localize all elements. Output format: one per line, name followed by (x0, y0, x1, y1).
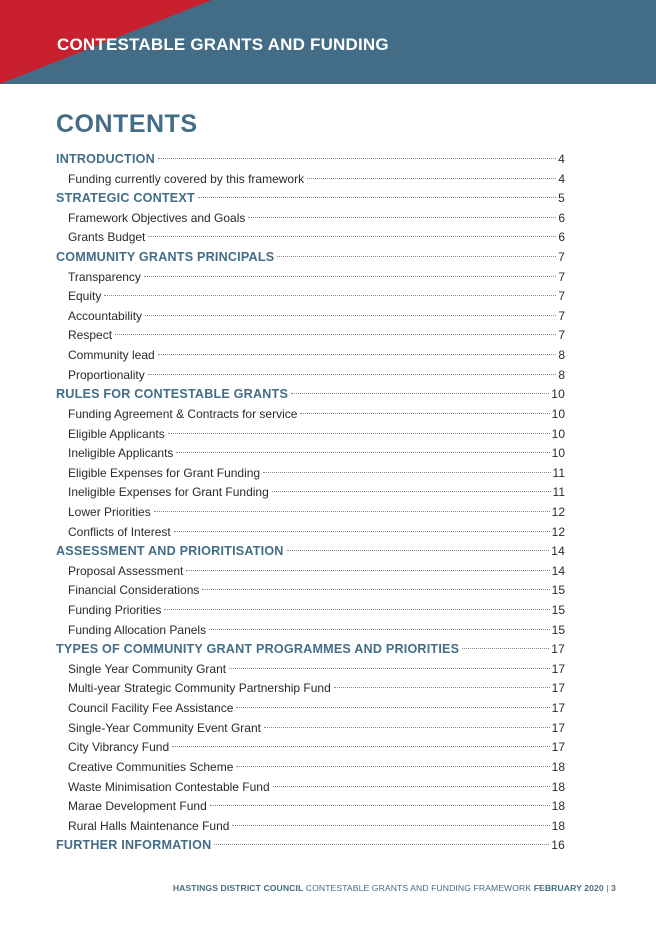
toc-subsection-entry[interactable] (56, 326, 565, 346)
toc-entry-label: COMMUNITY GRANTS PRINCIPALS (56, 250, 275, 265)
toc-entry-label: Waste Minimisation Contestable Fund (68, 779, 270, 794)
toc-entry-page: 12 (551, 504, 565, 519)
toc-dot-leader (273, 786, 550, 787)
toc-entry-label: Single-Year Community Event Grant (68, 720, 261, 735)
toc-entry-page: 14 (551, 563, 565, 578)
toc-entry-page: 17 (551, 701, 565, 716)
toc-entry-label: Proposal Assessment (68, 563, 184, 578)
toc-dot-leader (287, 550, 550, 551)
toc-dot-leader (164, 609, 549, 610)
toc-section-entry[interactable] (56, 150, 565, 170)
toc-entry-label: Marae Development Fund (68, 799, 207, 814)
toc-entry-label: Grants Budget (68, 230, 146, 245)
toc-entry-page: 16 (551, 838, 565, 853)
toc-entry-page: 15 (551, 622, 565, 637)
toc-dot-leader (264, 727, 550, 728)
toc-entry-page: 17 (551, 642, 565, 657)
toc-dot-leader (236, 707, 549, 708)
toc-dot-leader (148, 236, 556, 237)
toc-subsection-entry[interactable] (56, 209, 565, 229)
toc-dot-leader (229, 668, 550, 669)
toc-subsection-entry[interactable] (56, 503, 565, 523)
toc-subsection-entry[interactable] (56, 758, 565, 778)
toc-entry-label: Creative Communities Scheme (68, 759, 234, 774)
toc-subsection-entry[interactable] (56, 621, 565, 641)
toc-subsection-entry[interactable] (56, 425, 565, 445)
toc-section-entry[interactable] (56, 542, 565, 562)
toc-subsection-entry[interactable] (56, 170, 565, 190)
toc-subsection-entry[interactable] (56, 778, 565, 798)
header-title: CONTESTABLE GRANTS AND FUNDING (57, 35, 389, 54)
page-footer (173, 883, 616, 893)
toc-dot-leader (158, 354, 557, 355)
toc-entry-page: 18 (551, 818, 565, 833)
toc-subsection-entry[interactable] (56, 817, 565, 837)
toc-dot-leader (236, 766, 549, 767)
contents-heading: CONTENTS (56, 110, 198, 138)
toc-entry-page: 7 (558, 250, 565, 265)
toc-entry-page: 11 (552, 485, 565, 500)
toc-subsection-entry[interactable] (56, 464, 565, 484)
toc-entry-label: Multi-year Strategic Community Partnership Fund (68, 681, 331, 696)
toc-entry-page: 7 (558, 308, 565, 323)
table-of-contents (56, 150, 565, 856)
toc-dot-leader (263, 472, 550, 473)
toc-dot-leader (104, 295, 556, 296)
toc-entry-label: Eligible Applicants (68, 426, 165, 441)
toc-entry-page: 5 (558, 191, 565, 206)
toc-entry-label: Funding Priorities (68, 603, 162, 618)
toc-entry-label: Respect (68, 328, 113, 343)
toc-subsection-entry[interactable] (56, 601, 565, 621)
toc-dot-leader (145, 315, 556, 316)
toc-entry-page: 15 (551, 603, 565, 618)
toc-dot-leader (168, 433, 550, 434)
toc-entry-page: 10 (551, 387, 565, 402)
toc-subsection-entry[interactable] (56, 699, 565, 719)
toc-subsection-entry[interactable] (56, 581, 565, 601)
toc-dot-leader (232, 825, 549, 826)
toc-dot-leader (176, 452, 549, 453)
toc-entry-label: Equity (68, 289, 102, 304)
toc-subsection-entry[interactable] (56, 287, 565, 307)
toc-dot-leader (144, 276, 556, 277)
toc-dot-leader (115, 334, 556, 335)
toc-dot-leader (307, 178, 556, 179)
toc-subsection-entry[interactable] (56, 366, 565, 386)
toc-entry-label: RULES FOR CONTESTABLE GRANTS (56, 387, 289, 402)
toc-subsection-entry[interactable] (56, 562, 565, 582)
toc-entry-label: Conflicts of Interest (68, 524, 171, 539)
toc-dot-leader (172, 746, 549, 747)
toc-subsection-entry[interactable] (56, 228, 565, 248)
toc-entry-page: 14 (551, 544, 565, 559)
toc-entry-page: 17 (551, 661, 565, 676)
toc-entry-page: 17 (551, 740, 565, 755)
toc-entry-page: 4 (558, 171, 565, 186)
toc-entry-label: Council Facility Fee Assistance (68, 701, 234, 716)
toc-entry-page: 6 (558, 210, 565, 225)
toc-dot-leader (248, 217, 556, 218)
toc-entry-page: 11 (552, 465, 565, 480)
toc-entry-page: 4 (558, 152, 565, 166)
toc-entry-label: Proportionality (68, 367, 145, 382)
toc-dot-leader (210, 805, 550, 806)
toc-entry-label: ASSESSMENT AND PRIORITISATION (56, 544, 284, 559)
toc-entry-label: Single Year Community Grant (68, 661, 227, 676)
page-header-banner (0, 0, 656, 84)
toc-entry-label: Ineligible Expenses for Grant Funding (68, 485, 269, 500)
toc-subsection-entry[interactable] (56, 679, 565, 699)
toc-subsection-entry[interactable] (56, 483, 565, 503)
toc-section-entry[interactable] (56, 189, 565, 209)
toc-entry-label: City Vibrancy Fund (68, 740, 170, 755)
toc-entry-label: Eligible Expenses for Grant Funding (68, 465, 261, 480)
toc-entry-label: Accountability (68, 308, 143, 323)
toc-entry-page: 6 (558, 230, 565, 245)
toc-entry-page: 10 (551, 446, 565, 461)
toc-dot-leader (202, 589, 549, 590)
toc-entry-page: 8 (558, 348, 565, 363)
toc-dot-leader (291, 393, 549, 394)
toc-entry-label: Funding currently covered by this framework (68, 171, 305, 186)
toc-entry-label: Transparency (68, 269, 141, 284)
toc-dot-leader (148, 374, 557, 375)
toc-entry-label: Lower Priorities (68, 504, 151, 519)
toc-dot-leader (214, 844, 549, 845)
toc-entry-label: Rural Halls Maintenance Fund (68, 818, 230, 833)
toc-dot-leader (174, 531, 550, 532)
toc-entry-page: 18 (551, 779, 565, 794)
toc-subsection-entry[interactable] (56, 738, 565, 758)
toc-subsection-entry[interactable] (56, 523, 565, 543)
toc-entry-page: 18 (551, 759, 565, 774)
toc-entry-label: STRATEGIC CONTEXT (56, 191, 195, 206)
toc-dot-leader (154, 511, 550, 512)
footer-organisation: HASTINGS DISTRICT COUNCIL (172, 883, 304, 893)
toc-section-entry[interactable] (56, 640, 565, 660)
toc-dot-leader (334, 687, 550, 688)
footer-date: FEBRUARY 2020 (533, 883, 604, 893)
toc-subsection-entry[interactable] (56, 405, 565, 425)
toc-entry-page: 7 (558, 328, 565, 343)
toc-dot-leader (462, 648, 549, 649)
toc-subsection-entry[interactable] (56, 719, 565, 739)
toc-entry-label: Funding Agreement & Contracts for service (68, 406, 298, 421)
toc-entry-label: Ineligible Applicants (68, 446, 174, 461)
toc-dot-leader (300, 413, 549, 414)
toc-dot-leader (277, 256, 556, 257)
toc-entry-page: 10 (551, 426, 565, 441)
toc-entry-label: FURTHER INFORMATION (56, 838, 212, 853)
toc-subsection-entry[interactable] (56, 268, 565, 288)
toc-entry-page: 7 (558, 289, 565, 304)
footer-page-number: 3 (611, 883, 616, 893)
toc-entry-label: TYPES OF COMMUNITY GRANT PROGRAMMES AND PRIORITIES (56, 642, 460, 657)
toc-entry-page: 10 (551, 406, 565, 421)
toc-entry-page: 17 (551, 720, 565, 735)
footer-separator: | (606, 883, 609, 893)
toc-dot-leader (272, 491, 551, 492)
toc-entry-page: 15 (551, 583, 565, 598)
toc-dot-leader (198, 197, 556, 198)
toc-entry-label: INTRODUCTION (56, 152, 155, 166)
toc-subsection-entry[interactable] (56, 346, 565, 366)
toc-entry-label: Funding Allocation Panels (68, 622, 207, 637)
toc-entry-page: 12 (551, 524, 565, 539)
toc-entry-label: Financial Considerations (68, 583, 200, 598)
toc-dot-leader (209, 629, 550, 630)
toc-subsection-entry[interactable] (56, 660, 565, 680)
toc-entry-page: 17 (551, 681, 565, 696)
toc-subsection-entry[interactable] (56, 444, 565, 464)
toc-entry-label: Community lead (68, 348, 155, 363)
toc-subsection-entry[interactable] (56, 797, 565, 817)
toc-subsection-entry[interactable] (56, 307, 565, 327)
toc-section-entry[interactable] (56, 836, 565, 856)
toc-entry-page: 8 (558, 367, 565, 382)
toc-dot-leader (186, 570, 549, 571)
footer-document-title: CONTESTABLE GRANTS AND FUNDING FRAMEWORK (305, 883, 532, 893)
toc-section-entry[interactable] (56, 385, 565, 405)
toc-entry-page: 7 (558, 269, 565, 284)
toc-section-entry[interactable] (56, 248, 565, 268)
toc-entry-label: Framework Objectives and Goals (68, 210, 246, 225)
toc-dot-leader (158, 158, 556, 159)
toc-entry-page: 18 (551, 799, 565, 814)
